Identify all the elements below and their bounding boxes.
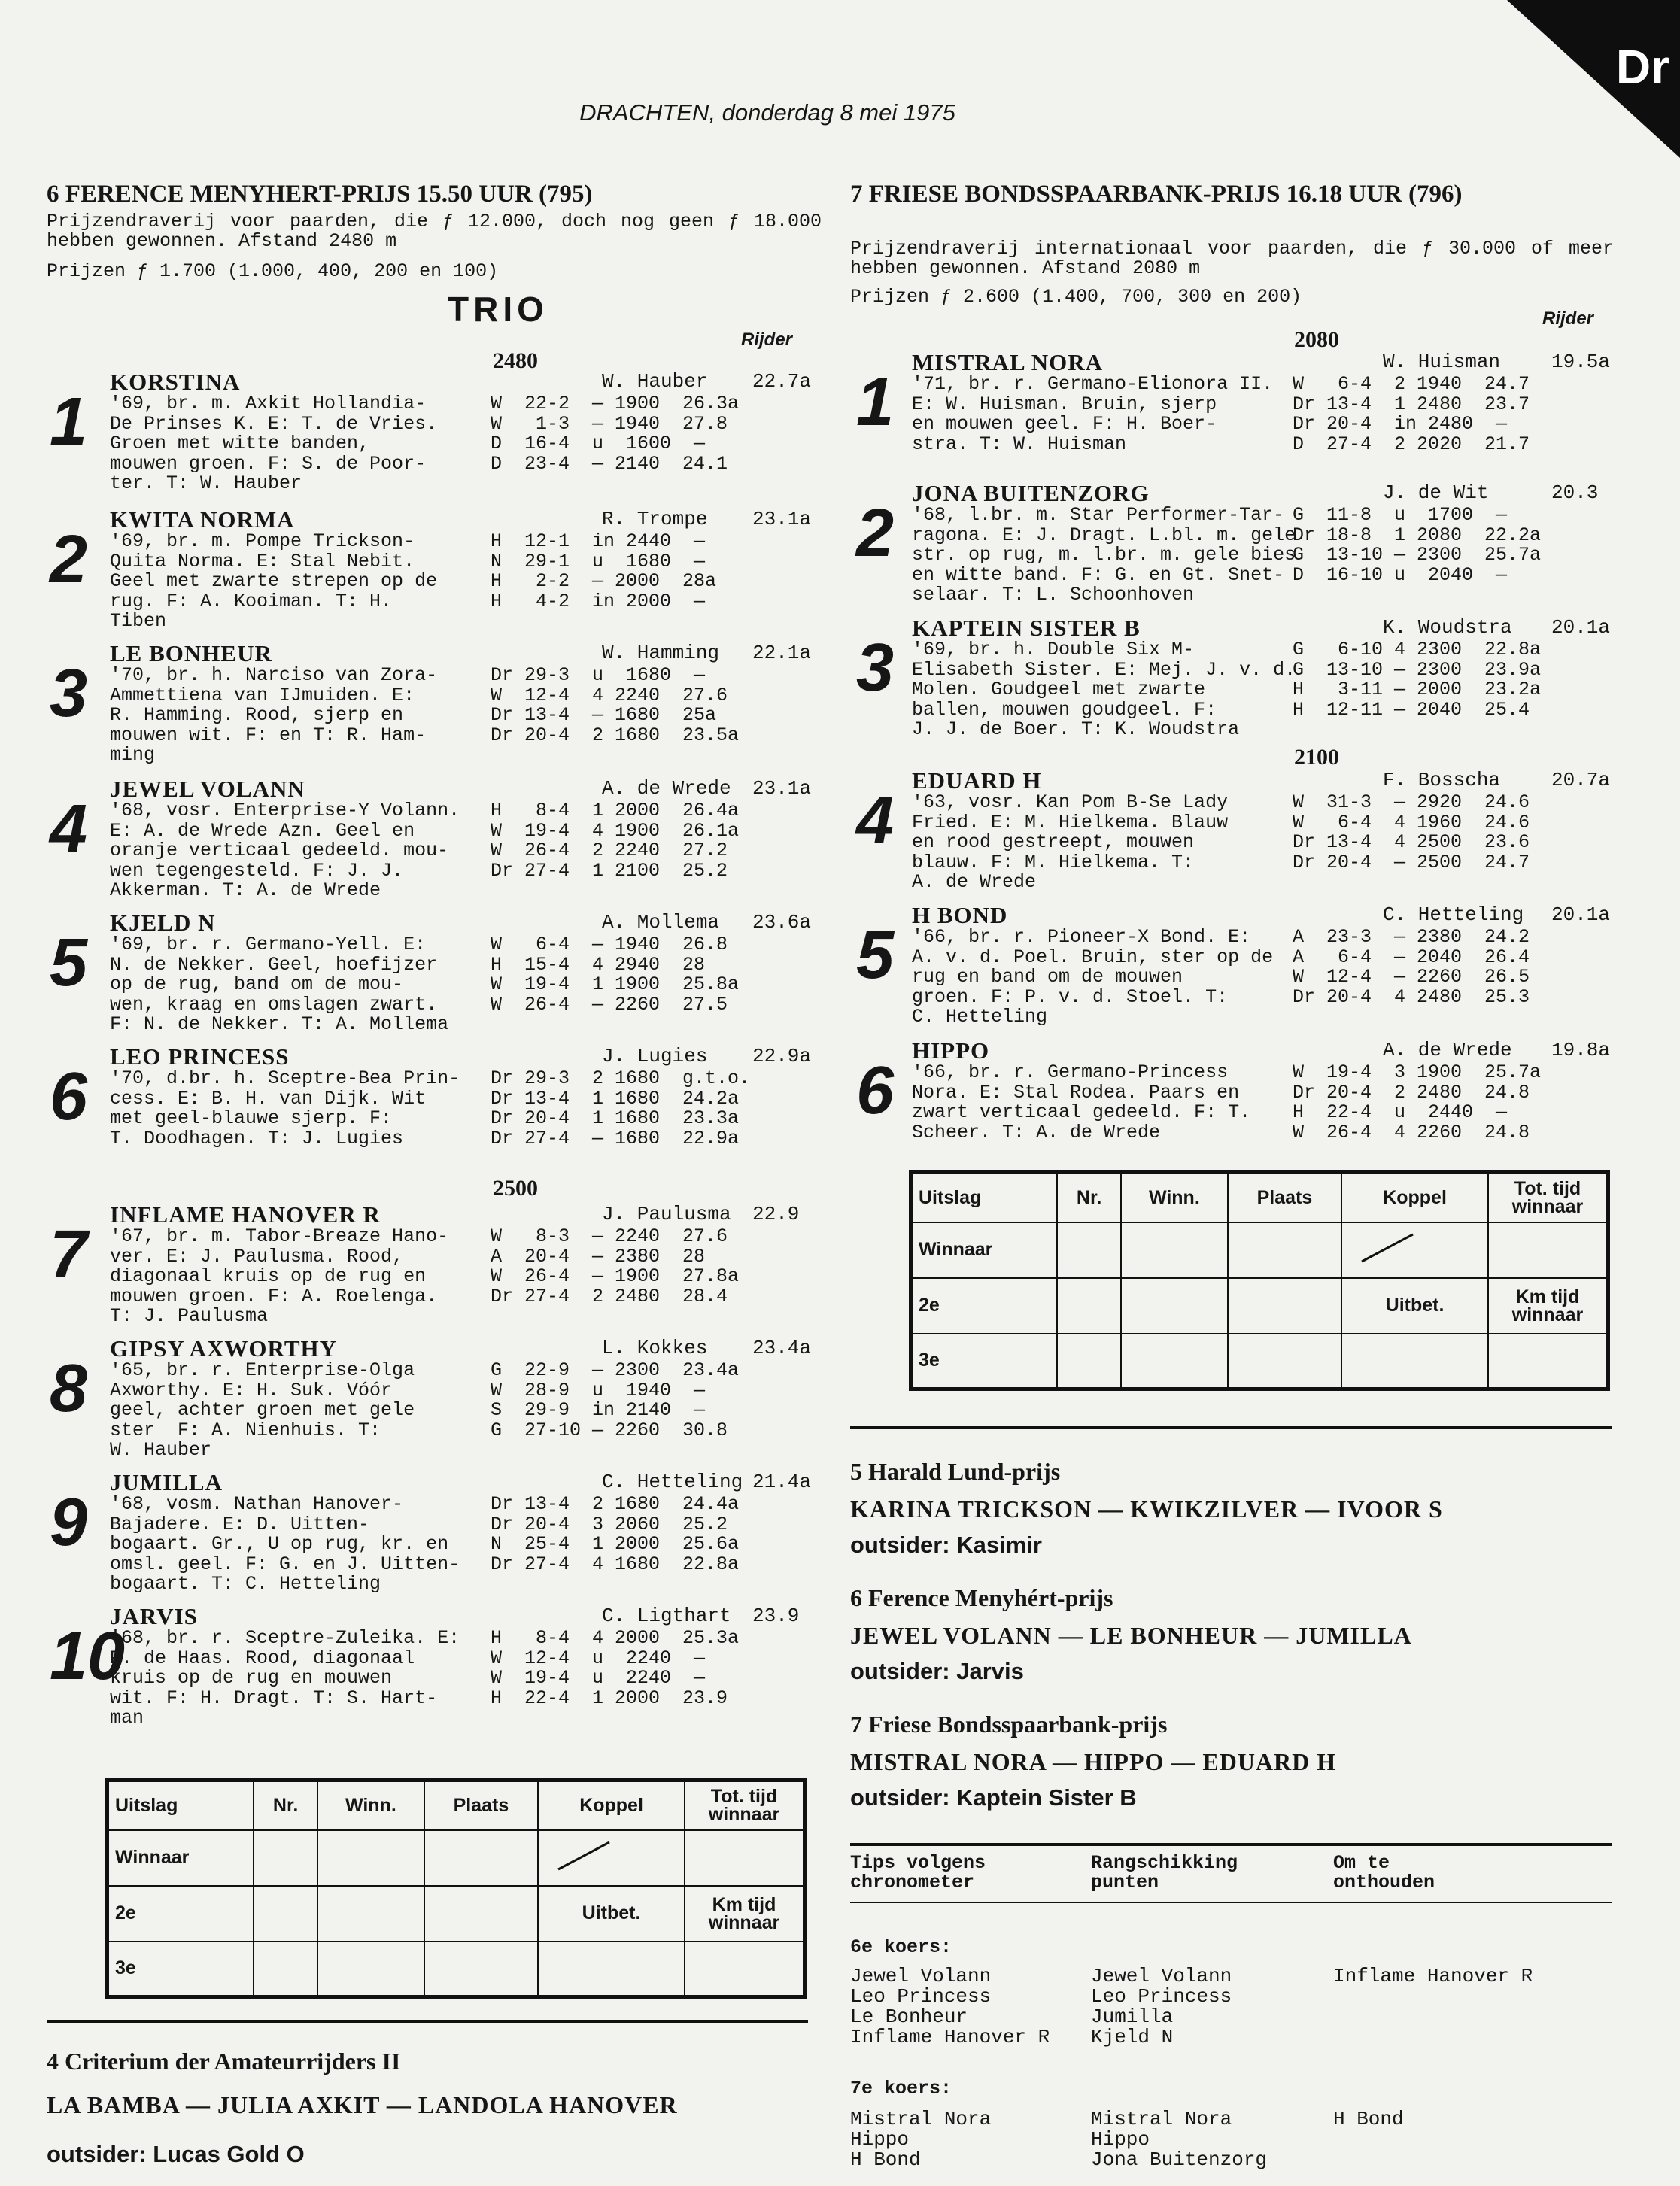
horse-description: '69, br. m. Axkit Hollandia- De Prinses K. E: T. de Vries. Groen met witte banden, mouwen groen. F: S. de Poor- ter. T: W. Hauber <box>110 393 438 494</box>
col-uitslag: Uitslag <box>911 1173 1058 1222</box>
horse-name: GIPSY AXWORTHY <box>110 1335 337 1362</box>
koers-6-label: 6e koers: <box>850 1936 952 1958</box>
driver-name: K. Woudstra <box>1383 616 1512 639</box>
recent-results: W 31-3 — 2920 24.6 W 6-4 4 1960 24.6 Dr 13-4 4 2500 23.6 Dr 20-4 — 2500 24.7 <box>1293 791 1530 873</box>
recent-results: W 22-2 — 1900 26.3a W 1-3 — 1940 27.8 D 16-4 u 1600 — D 23-4 — 2140 24.1 <box>491 393 740 475</box>
driver-name: F. Bosscha <box>1383 769 1501 791</box>
cell-blank[interactable] <box>254 1830 317 1886</box>
horse-name: EDUARD H <box>912 767 1042 794</box>
horse-name: KWITA NORMA <box>110 506 295 533</box>
cell-blank[interactable] <box>1488 1222 1609 1278</box>
corner-label: Dr <box>1615 40 1669 94</box>
col-plaats: Plaats <box>424 1781 538 1830</box>
cell-blank[interactable] <box>538 1942 685 1997</box>
col-plaats: Plaats <box>1228 1173 1341 1222</box>
recent-results: W 19-4 3 1900 25.7a Dr 20-4 2 2480 24.8 H 22-4 u 2440 — W 26-4 4 2260 24.8 <box>1293 1061 1542 1143</box>
divider <box>47 2020 808 2023</box>
record-time: 23.9 <box>752 1605 800 1627</box>
cell-blank[interactable] <box>1341 1334 1488 1389</box>
horse-description: '68, vosm. Nathan Hanover- Bajadere. E: D. Uitten- bogaart. Gr., U op rug, kr. en omsl. geel. F: G. en J. Uitten- bogaart. T: C. Hetteling <box>110 1493 460 1595</box>
entry-number: 7 <box>50 1217 88 1292</box>
record-time: 22.1a <box>752 642 812 664</box>
entry-number: 8 <box>50 1351 88 1426</box>
horse-description: '63, vosr. Kan Pom B-Se Lady Fried. E: M. Hielkema. Blauw en rood gestreept, mouwen blauw. F: M. Hielkema. T: A. de Wrede <box>912 791 1229 893</box>
row-2e: 2e <box>911 1278 1058 1334</box>
horse-name: JEWEL VOLANN <box>110 776 305 802</box>
horse-description: '68, l.br. m. Star Performer-Tar- ragona. E: J. Dragt. L.bl. m. gele str. op rug, m. l.br. m. gele bies en witte band. F: G. en Gt. Snet- selaar. T: L. Schoonhoven <box>912 504 1296 606</box>
driver-name: R. Trompe <box>602 508 708 530</box>
cell-blank[interactable] <box>685 1942 805 1997</box>
horse-description: '65, br. r. Enterprise-Olga Axworthy. E: H. Suk. Vóór geel, achter groen met gele ster F: A. Nienhuis. T: W. Hauber <box>110 1359 415 1461</box>
horse-name: KORSTINA <box>110 369 241 395</box>
recent-results: H 12-1 in 2440 — N 29-1 u 1680 — H 2-2 — 2000 28a H 4-2 in 2000 — <box>491 530 717 612</box>
entry-number: 6 <box>50 1059 88 1134</box>
driver-name: A. de Wrede <box>602 777 731 800</box>
km-tijd-label: Km tijd winnaar <box>685 1886 805 1942</box>
col-nr: Nr. <box>254 1781 317 1830</box>
koers-6-chronometer: Jewel Volann Leo Princess Le Bonheur Inflame Hanover R <box>850 1965 1050 2048</box>
cell-blank[interactable] <box>1228 1222 1341 1278</box>
horse-description: '70, d.br. h. Sceptre-Bea Prin- cess. E: B. H. van Dijk. Wit met geel-blauwe sjerp. F: T. Doodhagen. T: J. Lugies <box>110 1067 460 1149</box>
race7-condition: Prijzendraverij internationaal voor paarden, die ƒ 30.000 of meer hebben gewonnen. Afstand 2080 m <box>850 238 1614 279</box>
driver-name: J. de Wit <box>1383 481 1489 504</box>
cell-blank[interactable] <box>424 1942 538 1997</box>
horse-name: HIPPO <box>912 1037 990 1064</box>
cell-blank[interactable] <box>254 1886 317 1942</box>
tip-title: 7 Friese Bondsspaarbank-prijs <box>850 1711 1168 1738</box>
recent-results: W 8-3 — 2240 27.6 A 20-4 — 2380 28 W 26-4 — 1900 27.8a Dr 27-4 2 2480 28.4 <box>491 1225 740 1307</box>
divider <box>850 1843 1612 1846</box>
row-2e: 2e <box>108 1886 254 1942</box>
horse-description: '69, br. r. Germano-Yell. E: N. de Nekker. Geel, hoefijzer op de rug, band om de mou- wen, kraag en omslagen zwart. F: N. de Nekker. T: A. Mollema <box>110 934 449 1035</box>
horse-description: '67, br. m. Tabor-Breaze Hano- ver. E: J. Paulusma. Rood, diagonaal kruis op de rug en mouwen groen. F: A. Roelenga. T: J. Paulusma <box>110 1225 449 1327</box>
col-nr: Nr. <box>1057 1173 1121 1222</box>
koers-6-punten: Jewel Volann Leo Princess Jumilla Kjeld N <box>1091 1965 1232 2048</box>
record-time: 19.8a <box>1551 1039 1611 1061</box>
tip-picks: JEWEL VOLANN — LE BONHEUR — JUMILLA <box>850 1622 1412 1649</box>
driver-name: C. Hetteling <box>1383 903 1524 926</box>
uitbet-label: Uitbet. <box>1341 1278 1488 1334</box>
record-time: 20.1a <box>1551 616 1611 639</box>
horse-name: JARVIS <box>110 1603 198 1629</box>
koppel-slash <box>538 1830 685 1886</box>
recent-results: Dr 13-4 2 1680 24.4a Dr 20-4 3 2060 25.2 N 25-4 1 2000 25.6a Dr 27-4 4 1680 22.8a <box>491 1493 740 1575</box>
distance-label: 2500 <box>493 1176 538 1201</box>
record-time: 21.4a <box>752 1471 812 1493</box>
col-koppel: Koppel <box>538 1781 685 1830</box>
recent-results: G 6-10 4 2300 22.8a G 13-10 — 2300 23.9a H 3-11 — 2000 23.2a H 12-11 — 2040 25.4 <box>1293 639 1542 721</box>
entry-number: 4 <box>856 783 895 858</box>
col-winn: Winn. <box>317 1781 424 1830</box>
entry-number: 9 <box>50 1485 88 1560</box>
row-winnaar: Winnaar <box>911 1222 1058 1278</box>
record-time: 23.1a <box>752 508 812 530</box>
cell-blank[interactable] <box>1488 1334 1609 1389</box>
cell-blank[interactable] <box>685 1830 805 1886</box>
horse-description: '66, br. r. Pioneer-X Bond. E: A. v. d. Poel. Bruin, ster op de rug en band om de mouwen groen. F: P. v. d. Stoel. T: C. Hetteling <box>912 926 1274 1028</box>
driver-name: J. Lugies <box>602 1045 708 1067</box>
slash-mark <box>545 1836 620 1874</box>
horse-name: JONA BUITENZORG <box>912 480 1150 506</box>
col-tot-tijd: Tot. tijd winnaar <box>685 1781 805 1830</box>
recent-results: H 8-4 1 2000 26.4a W 19-4 4 1900 26.1a W 26-4 2 2240 27.2 Dr 27-4 1 2100 25.2 <box>491 800 740 882</box>
distance-label: 2480 <box>493 348 538 373</box>
cell-blank[interactable] <box>1057 1334 1121 1389</box>
entry-number: 1 <box>50 384 88 460</box>
entry-number: 3 <box>50 656 88 731</box>
row-3e: 3e <box>108 1942 254 1997</box>
rijder-label: Rijder <box>1542 308 1594 329</box>
tip-outsider: outsider: Kasimir <box>850 1532 1042 1558</box>
distance-label: 2080 <box>1294 327 1339 352</box>
driver-name: C. Hetteling <box>602 1471 743 1493</box>
rijder-label: Rijder <box>741 329 793 350</box>
row-winnaar: Winnaar <box>108 1830 254 1886</box>
entry-number: 10 <box>50 1619 126 1694</box>
tip-title: 4 Criterium der Amateurrijders II <box>47 2048 401 2075</box>
driver-name: J. Paulusma <box>602 1203 731 1225</box>
record-time: 23.1a <box>752 777 812 800</box>
driver-name: A. Mollema <box>602 911 720 934</box>
horse-description: '68, vosr. Enterprise-Y Volann. E: A. de Wrede Azn. Geel en oranje verticaal gedeeld. mou- wen tegengesteld. F: J. J. Akkerman. T: A. de Wrede <box>110 800 460 901</box>
entry-number: 1 <box>856 365 895 440</box>
horse-name: INFLAME HANOVER R <box>110 1201 381 1228</box>
koers-7-onthouden: H Bond <box>1333 2108 1404 2130</box>
cell-blank[interactable] <box>1121 1222 1228 1278</box>
recent-results: A 23-3 — 2380 24.2 A 6-4 — 2040 26.4 W 12-4 — 2260 26.5 Dr 20-4 4 2480 25.3 <box>1293 926 1530 1008</box>
driver-name: W. Hamming <box>602 642 720 664</box>
koers-7-label: 7e koers: <box>850 2078 952 2099</box>
tip-outsider: outsider: Kaptein Sister B <box>850 1784 1137 1811</box>
entry-number: 6 <box>856 1053 895 1128</box>
horse-name: KAPTEIN SISTER B <box>912 615 1141 641</box>
tips-col-chronometer: Tips volgens chronometer <box>850 1852 986 1893</box>
tip-picks: LA BAMBA — JULIA AXKIT — LANDOLA HANOVER <box>47 2091 678 2118</box>
horse-description: '71, br. r. Germano-Elionora II. E: W. Huisman. Bruin, sjerp en mouwen geel. F: H. Boer- stra. T: W. Huisman <box>912 373 1274 455</box>
record-time: 23.4a <box>752 1337 812 1359</box>
tip-outsider: outsider: Jarvis <box>850 1658 1024 1684</box>
horse-name: LEO PRINCESS <box>110 1043 290 1070</box>
record-time: 22.9a <box>752 1045 812 1067</box>
record-time: 19.5a <box>1551 351 1611 373</box>
row-3e: 3e <box>911 1334 1058 1389</box>
horse-name: MISTRAL NORA <box>912 349 1104 375</box>
col-koppel: Koppel <box>1341 1173 1488 1222</box>
entry-number: 5 <box>50 925 88 1000</box>
driver-name: W. Huisman <box>1383 351 1501 373</box>
record-time: 23.6a <box>752 911 812 934</box>
record-time: 20.1a <box>1551 903 1611 926</box>
driver-name: L. Kokkes <box>602 1337 708 1359</box>
tip-picks: KARINA TRICKSON — KWIKZILVER — IVOOR S <box>850 1495 1443 1523</box>
result-form-race7 <box>909 1170 1610 1391</box>
recent-results: W 6-4 2 1940 24.7 Dr 13-4 1 2480 23.7 Dr 20-4 in 2480 — D 27-4 2 2020 21.7 <box>1293 373 1530 455</box>
driver-name: W. Hauber <box>602 370 708 393</box>
distance-label: 2100 <box>1294 745 1339 770</box>
record-time: 22.9 <box>752 1203 800 1225</box>
entry-number: 5 <box>856 918 895 993</box>
record-time: 20.7a <box>1551 769 1611 791</box>
cell-blank[interactable] <box>424 1830 538 1886</box>
entry-number: 3 <box>856 630 895 706</box>
km-tijd-label: Km tijd winnaar <box>1488 1278 1609 1334</box>
divider <box>850 1902 1612 1903</box>
recent-results: Dr 29-3 u 1680 — W 12-4 4 2240 27.6 Dr 13-4 — 1680 25a Dr 20-4 2 1680 23.5a <box>491 664 740 746</box>
horse-description: '69, br. h. Double Six M- Elisabeth Sister. E: Mej. J. v. d. Molen. Goudgeel met zwarte ballen, mouwen goudgeel. F: J. J. de Boer. T: K. Woudstra <box>912 639 1296 740</box>
koers-6-onthouden: Inflame Hanover R <box>1333 1965 1533 1987</box>
cell-blank[interactable] <box>1121 1278 1228 1334</box>
horse-name: KJELD N <box>110 909 216 936</box>
tip-title: 5 Harald Lund-prijs <box>850 1458 1061 1485</box>
cell-blank[interactable] <box>1228 1278 1341 1334</box>
horse-description: '70, br. h. Narciso van Zora- Ammettiena van IJmuiden. E: R. Hamming. Rood, sjerp en mouwen wit. F: en T: R. Ham- ming <box>110 664 438 766</box>
col-winn: Winn. <box>1121 1173 1228 1222</box>
divider <box>850 1426 1612 1429</box>
horse-name: LE BONHEUR <box>110 640 272 666</box>
recent-results: H 8-4 4 2000 25.3a W 12-4 u 2240 — W 19-4 u 2240 — H 22-4 1 2000 23.9 <box>491 1627 740 1709</box>
recent-results: Dr 29-3 2 1680 g.t.o. Dr 13-4 1 1680 24.2a Dr 20-4 1 1680 23.3a Dr 27-4 — 1680 22.9a <box>491 1067 751 1149</box>
race7-title: 7 FRIESE BONDSSPAARBANK-PRIJS 16.18 UUR (796) <box>850 181 1463 208</box>
cell-blank[interactable] <box>317 1830 424 1886</box>
tips-col-punten: Rangschikking punten <box>1091 1852 1238 1893</box>
record-time: 22.7a <box>752 370 812 393</box>
recent-results: G 11-8 u 1700 — Dr 18-8 1 2080 22.2a G 13-10 — 2300 25.7a D 16-10 u 2040 — <box>1293 504 1542 586</box>
slash-mark <box>1348 1228 1423 1266</box>
driver-name: A. de Wrede <box>1383 1039 1512 1061</box>
cell-blank[interactable] <box>1228 1334 1341 1389</box>
koers-7-punten: Mistral Nora Hippo Jona Buitenzorg <box>1091 2108 1268 2171</box>
koppel-slash <box>1341 1222 1488 1278</box>
tips-col-onthouden: Om te onthouden <box>1333 1852 1435 1893</box>
entry-number: 4 <box>50 791 88 867</box>
tip-outsider: outsider: Lucas Gold O <box>47 2141 305 2167</box>
cell-blank[interactable] <box>317 1886 424 1942</box>
race6-title: 6 FERENCE MENYHERT-PRIJS 15.50 UUR (795) <box>47 181 593 208</box>
record-time: 20.3 <box>1551 481 1599 504</box>
race6-prizes: Prijzen ƒ 1.700 (1.000, 400, 200 en 100) <box>47 260 499 282</box>
horse-description: '66, br. r. Germano-Princess Nora. E: Stal Rodea. Paars en zwart verticaal gedeeld. F: T. Scheer. T: A. de Wrede <box>912 1061 1251 1143</box>
driver-name: C. Ligthart <box>602 1605 731 1627</box>
entry-number: 2 <box>50 522 88 597</box>
race7-prizes: Prijzen ƒ 2.600 (1.400, 700, 300 en 200) <box>850 286 1302 308</box>
horse-name: JUMILLA <box>110 1469 223 1495</box>
race6-condition: Prijzendraverij voor paarden, die ƒ 12.000, doch nog geen ƒ 18.000 hebben gewonnen. Afstand 2480 m <box>47 211 822 252</box>
cell-blank[interactable] <box>1057 1278 1121 1334</box>
cell-blank[interactable] <box>1121 1334 1228 1389</box>
koers-7-chronometer: Mistral Nora Hippo H Bond <box>850 2108 992 2171</box>
col-tot-tijd: Tot. tijd winnaar <box>1488 1173 1609 1222</box>
dateline: DRACHTEN, donderdag 8 mei 1975 <box>579 99 955 126</box>
cell-blank[interactable] <box>1057 1222 1121 1278</box>
cell-blank[interactable] <box>254 1942 317 1997</box>
col-uitslag: Uitslag <box>108 1781 254 1830</box>
horse-name: H BOND <box>912 902 1008 928</box>
trio-label: TRIO <box>448 290 548 329</box>
cell-blank[interactable] <box>317 1942 424 1997</box>
cell-blank[interactable] <box>424 1886 538 1942</box>
uitbet-label: Uitbet. <box>538 1886 685 1942</box>
entry-number: 2 <box>856 496 895 571</box>
horse-description: '69, br. m. Pompe Trickson- Quita Norma. E: Stal Nebit. Geel met zwarte strepen op de rug. F: A. Kooiman. T: H. Tiben <box>110 530 438 632</box>
tip-picks: MISTRAL NORA — HIPPO — EDUARD H <box>850 1748 1337 1775</box>
recent-results: G 22-9 — 2300 23.4a W 28-9 u 1940 — S 29-9 in 2140 — G 27-10 — 2260 30.8 <box>491 1359 740 1441</box>
result-form-race6 <box>105 1778 807 1999</box>
tip-title: 6 Ference Menyhért-prijs <box>850 1584 1113 1611</box>
recent-results: W 6-4 — 1940 26.8 H 15-4 4 2940 28 W 19-4 1 1900 25.8a W 26-4 — 2260 27.5 <box>491 934 740 1016</box>
horse-description: '68, br. r. Sceptre-Zuleika. E: P. de Haas. Rood, diagonaal kruis op de rug en mouwen wit. F: H. Dragt. T: S. Hart- man <box>110 1627 460 1729</box>
